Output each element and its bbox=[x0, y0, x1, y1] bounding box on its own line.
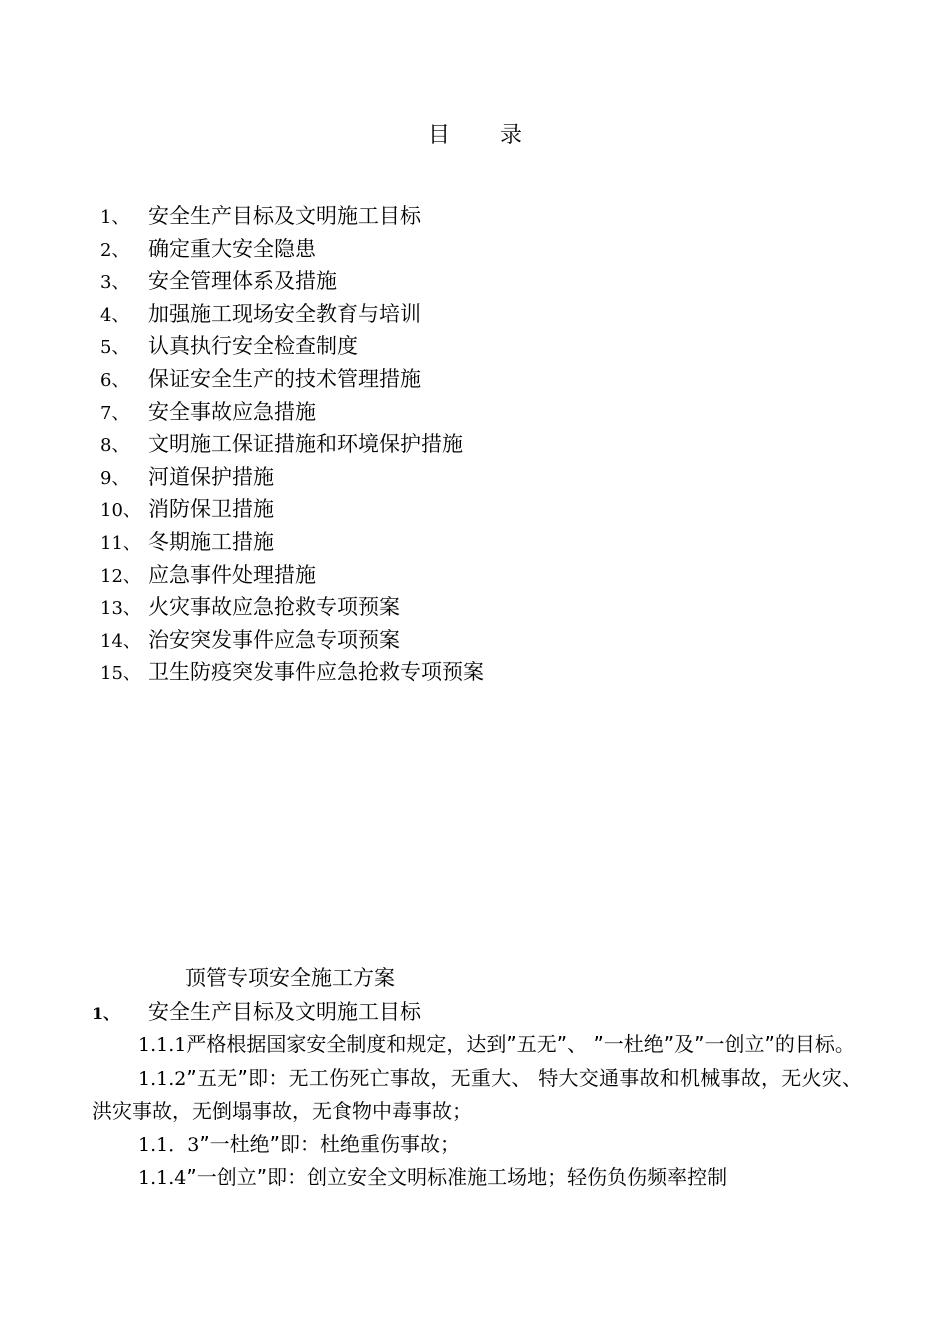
paragraph-number: 1.1．3 bbox=[138, 1133, 200, 1156]
toc-item bbox=[100, 526, 484, 559]
toc-item bbox=[100, 363, 484, 396]
section-number: 1、 bbox=[92, 1004, 120, 1023]
toc-item-label: 火灾事故应急抢救专项预案 bbox=[148, 595, 400, 620]
toc-item bbox=[100, 200, 484, 233]
toc-item-label: 保证安全生产的技术管理措施 bbox=[148, 366, 421, 391]
paragraph bbox=[92, 1161, 862, 1195]
toc-item-number: 3、 bbox=[100, 272, 130, 294]
section-title: 安全生产目标及文明施工目标 bbox=[148, 1000, 421, 1024]
paragraph bbox=[92, 1062, 862, 1128]
toc-item bbox=[100, 591, 484, 624]
section-heading bbox=[92, 996, 421, 1026]
toc-item bbox=[100, 298, 484, 331]
toc-item-number: 13、 bbox=[100, 598, 141, 620]
paragraph-number: 1.1.2 bbox=[138, 1067, 187, 1090]
toc-item-number: 10、 bbox=[100, 500, 141, 522]
toc-item-label: 河道保护措施 bbox=[148, 464, 274, 489]
toc-item-label: 应急事件处理措施 bbox=[148, 562, 316, 587]
toc-item bbox=[100, 493, 484, 526]
document-body bbox=[92, 1028, 862, 1195]
paragraph-text: ”五无”即：无工伤死亡事故，无重大、 特大交通事故和机械事故，无火灾、 洪灾事故，无倒塌事故，无食物中毒事故； bbox=[92, 1065, 862, 1123]
paragraph-number: 1.1.1 bbox=[138, 1034, 187, 1056]
toc-item-label: 治安突发事件应急专项预案 bbox=[148, 627, 400, 652]
paragraph-text: ”一创立”即：创立安全文明标准施工场地；轻伤负伤频率控制 bbox=[186, 1165, 728, 1189]
toc-item-number: 5、 bbox=[100, 337, 130, 359]
toc-item-label: 安全管理体系及措施 bbox=[148, 269, 337, 294]
toc-item bbox=[100, 330, 484, 363]
toc-title-left: 目 bbox=[427, 123, 450, 148]
toc-item-number: 12、 bbox=[100, 565, 141, 587]
toc-item-label: 安全生产目标及文明施工目标 bbox=[148, 204, 421, 228]
toc-item-label: 消防保卫措施 bbox=[148, 497, 274, 522]
paragraph-number: 1.1.4 bbox=[138, 1167, 187, 1189]
toc-item-label: 安全事故应急措施 bbox=[148, 399, 316, 424]
toc-item-label: 卫生防疫突发事件应急抢救专项预案 bbox=[148, 660, 484, 685]
document-title: 顶管专项安全施工方案 bbox=[185, 966, 395, 990]
paragraph bbox=[92, 1128, 862, 1162]
toc-item-number: 1、 bbox=[100, 207, 130, 228]
toc-item bbox=[100, 265, 484, 298]
toc-item bbox=[100, 624, 484, 657]
toc-item-number: 2、 bbox=[100, 239, 130, 261]
toc-title-right: 录 bbox=[500, 123, 523, 148]
toc-item-label: 文明施工保证措施和环境保护措施 bbox=[148, 432, 463, 457]
toc-item bbox=[100, 233, 484, 266]
toc-item-number: 15、 bbox=[100, 663, 141, 685]
toc-item bbox=[100, 461, 484, 494]
paragraph-text: 严格根据国家安全制度和规定，达到”五无”、 ”一杜绝”及”一创立”的目标。 bbox=[186, 1032, 855, 1056]
toc-item-number: 14、 bbox=[100, 630, 141, 652]
toc-item bbox=[100, 559, 484, 592]
paragraph bbox=[92, 1028, 862, 1062]
toc-item-number: 11、 bbox=[100, 532, 141, 554]
toc-item bbox=[100, 428, 484, 461]
toc-item bbox=[100, 396, 484, 429]
toc-item-number: 6、 bbox=[100, 369, 130, 391]
toc-item-number: 9、 bbox=[100, 467, 130, 489]
toc-item-number: 4、 bbox=[100, 304, 130, 326]
toc-item-number: 8、 bbox=[100, 435, 130, 457]
toc-title bbox=[0, 118, 950, 149]
toc-item-number: 7、 bbox=[100, 402, 130, 424]
toc-list bbox=[100, 200, 484, 689]
toc-item-label: 冬期施工措施 bbox=[148, 529, 274, 554]
toc-item bbox=[100, 656, 484, 689]
toc-item-label: 加强施工现场安全教育与培训 bbox=[148, 301, 421, 326]
toc-item-label: 认真执行安全检查制度 bbox=[148, 334, 358, 359]
paragraph-text: ”一杜绝”即：杜绝重伤事故； bbox=[199, 1131, 461, 1156]
toc-item-label: 确定重大安全隐患 bbox=[148, 236, 316, 261]
